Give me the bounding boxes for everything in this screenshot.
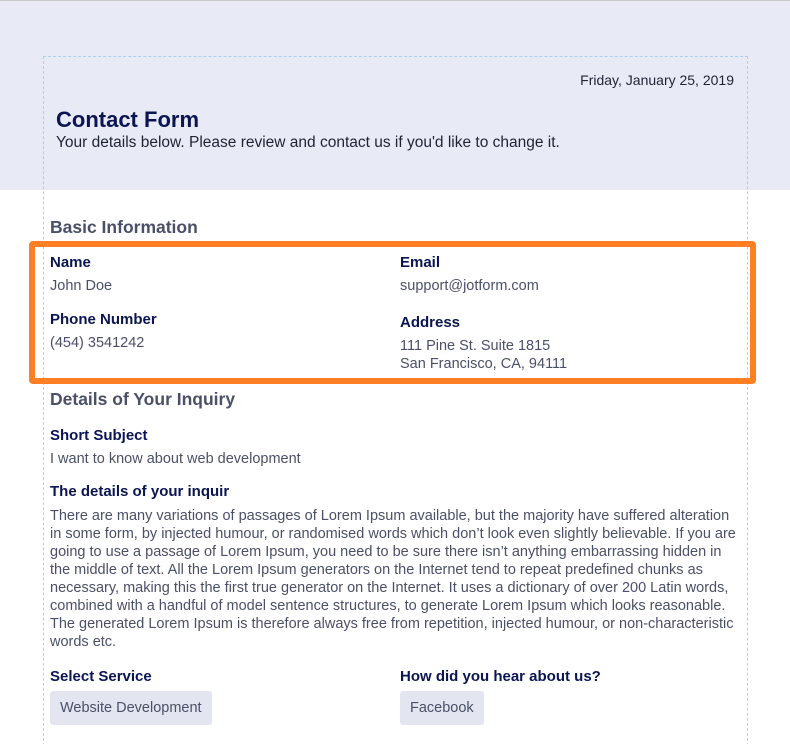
- submission-date: Friday, January 25, 2019: [580, 72, 734, 88]
- email-label: Email: [400, 254, 441, 271]
- phone-label: Phone Number: [50, 311, 157, 328]
- name-value: John Doe: [50, 278, 113, 294]
- page-subtitle: Your details below. Please review and contact us if you'd like to change it.: [56, 134, 560, 151]
- email-value: support@jotform.com: [400, 278, 539, 294]
- short-subject-label: Short Subject: [50, 427, 148, 444]
- header-band: [0, 1, 790, 190]
- select-service-label: Select Service: [50, 668, 152, 685]
- service-value-chip: Website Development: [50, 691, 212, 725]
- address-label: Address: [400, 314, 461, 331]
- inquiry-details-value: There are many variations of passages of Lorem Ipsum available, but the majority have suffered alteration in some form, by injected humour, or randomised words which don’t look even slightly believable. If you are going to use a passage of Lorem Ipsum, you need to be sure there isn’t anything embarrassing hidden in the middle of text. All the Lorem Ipsum generators on the Internet tend to repeat predefined chunks as necessary, making this the first true generator on the Internet. It uses a dictionary of over 200 Latin words, combined with a handful of model sentence structures, to generate Lorem Ipsum which looks reasonable. The generated Lorem Ipsum is therefore always free from repetition, injected humour, or non-characteristic words etc.: [50, 508, 736, 650]
- address-line-2: San Francisco, CA, 94111: [400, 356, 568, 372]
- referral-source-label: How did you hear about us?: [400, 668, 601, 685]
- address-line-1: 111 Pine St. Suite 1815: [400, 338, 551, 354]
- referral-source-chip: Facebook: [400, 691, 484, 725]
- inquiry-details-label: The details of your inquir: [50, 483, 230, 500]
- name-label: Name: [50, 254, 91, 271]
- page-title: Contact Form: [56, 107, 199, 132]
- section-title-basic-information: Basic Information: [50, 217, 198, 237]
- phone-value: (454) 3541242: [50, 335, 145, 351]
- short-subject-value: I want to know about web development: [50, 451, 301, 467]
- section-title-inquiry: Details of Your Inquiry: [50, 389, 236, 409]
